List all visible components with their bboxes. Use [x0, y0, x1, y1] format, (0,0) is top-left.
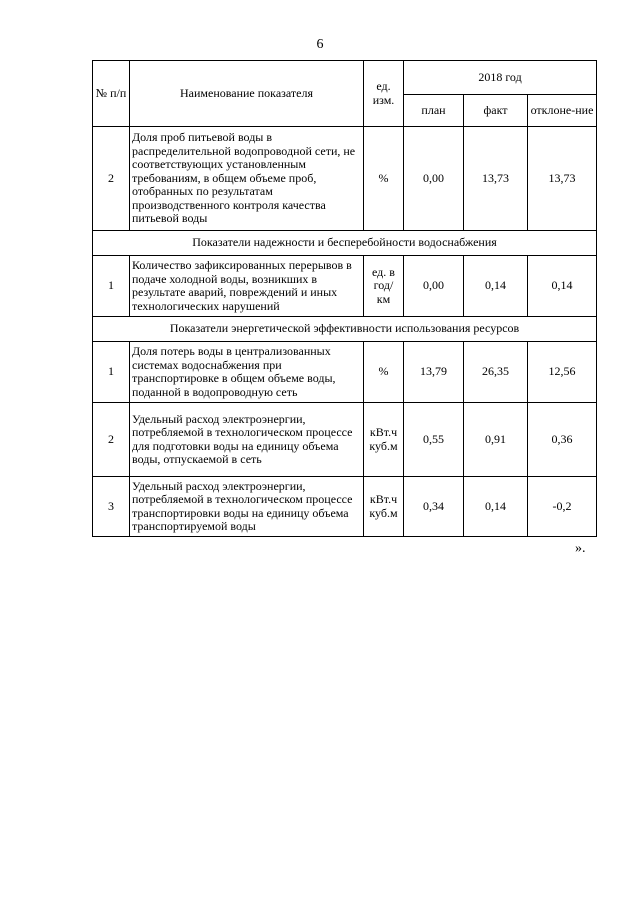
table-row: [93, 477, 597, 537]
row-fact: 26,35: [464, 342, 528, 403]
indicators-table: [92, 60, 597, 537]
header-name: Наименование показателя: [130, 61, 364, 127]
row-unit: кВт.ч куб.м: [364, 403, 404, 477]
row-num: 1: [93, 342, 130, 403]
section-reliability: Показатели надежности и бесперебойности водоснабжения: [93, 231, 597, 256]
row-fact: 13,73: [464, 127, 528, 231]
header-deviation: отклоне-ние: [528, 95, 597, 127]
table-row: [93, 342, 597, 403]
closing-quote: ».: [575, 541, 586, 556]
header-num: № п/п: [93, 61, 130, 127]
header-plan: план: [404, 95, 464, 127]
row-deviation: -0,2: [528, 477, 597, 537]
row-fact: 0,14: [464, 477, 528, 537]
row-name: Доля потерь воды в централизованных системах водоснабжения при транспортировке в общем объеме воды, поданной в водопроводную сеть: [130, 342, 364, 403]
table-header-row: [93, 61, 597, 95]
section-row: [93, 231, 597, 256]
row-fact: 0,91: [464, 403, 528, 477]
header-year: 2018 год: [404, 61, 597, 95]
row-name: Количество зафиксированных перерывов в подаче холодной воды, возникших в результате аварий, повреждений и иных технологических нарушений: [130, 256, 364, 317]
row-plan: 0,00: [404, 256, 464, 317]
row-fact: 0,14: [464, 256, 528, 317]
row-deviation: 13,73: [528, 127, 597, 231]
table-row: [93, 403, 597, 477]
row-name: Доля проб питьевой воды в распределительной водопроводной сети, не соответствующих установленным требованиям, в общем объеме проб, отобранных по результатам производственного контроля качества питьевой воды: [130, 127, 364, 231]
row-unit: ед. в год/ км: [364, 256, 404, 317]
row-plan: 0,00: [404, 127, 464, 231]
row-plan: 0,55: [404, 403, 464, 477]
row-unit: %: [364, 127, 404, 231]
section-energy: Показатели энергетической эффективности использования ресурсов: [93, 317, 597, 342]
section-row: [93, 317, 597, 342]
row-plan: 13,79: [404, 342, 464, 403]
row-deviation: 12,56: [528, 342, 597, 403]
row-num: 1: [93, 256, 130, 317]
row-unit: кВт.ч куб.м: [364, 477, 404, 537]
row-num: 2: [93, 403, 130, 477]
row-deviation: 0,14: [528, 256, 597, 317]
table-row: [93, 127, 597, 231]
row-unit: %: [364, 342, 404, 403]
row-num: 2: [93, 127, 130, 231]
row-num: 3: [93, 477, 130, 537]
row-name: Удельный расход электроэнергии, потребляемой в технологическом процессе для подготовки воды на единицу объема воды, отпускаемой в сеть: [130, 403, 364, 477]
row-plan: 0,34: [404, 477, 464, 537]
row-deviation: 0,36: [528, 403, 597, 477]
page-number: 6: [316, 37, 324, 52]
row-name: Удельный расход электроэнергии, потребляемой в технологическом процессе транспортировки воды на единицу объема транспортируемой воды: [130, 477, 364, 537]
table-row: [93, 256, 597, 317]
header-fact: факт: [464, 95, 528, 127]
header-unit: ед. изм.: [364, 61, 404, 127]
